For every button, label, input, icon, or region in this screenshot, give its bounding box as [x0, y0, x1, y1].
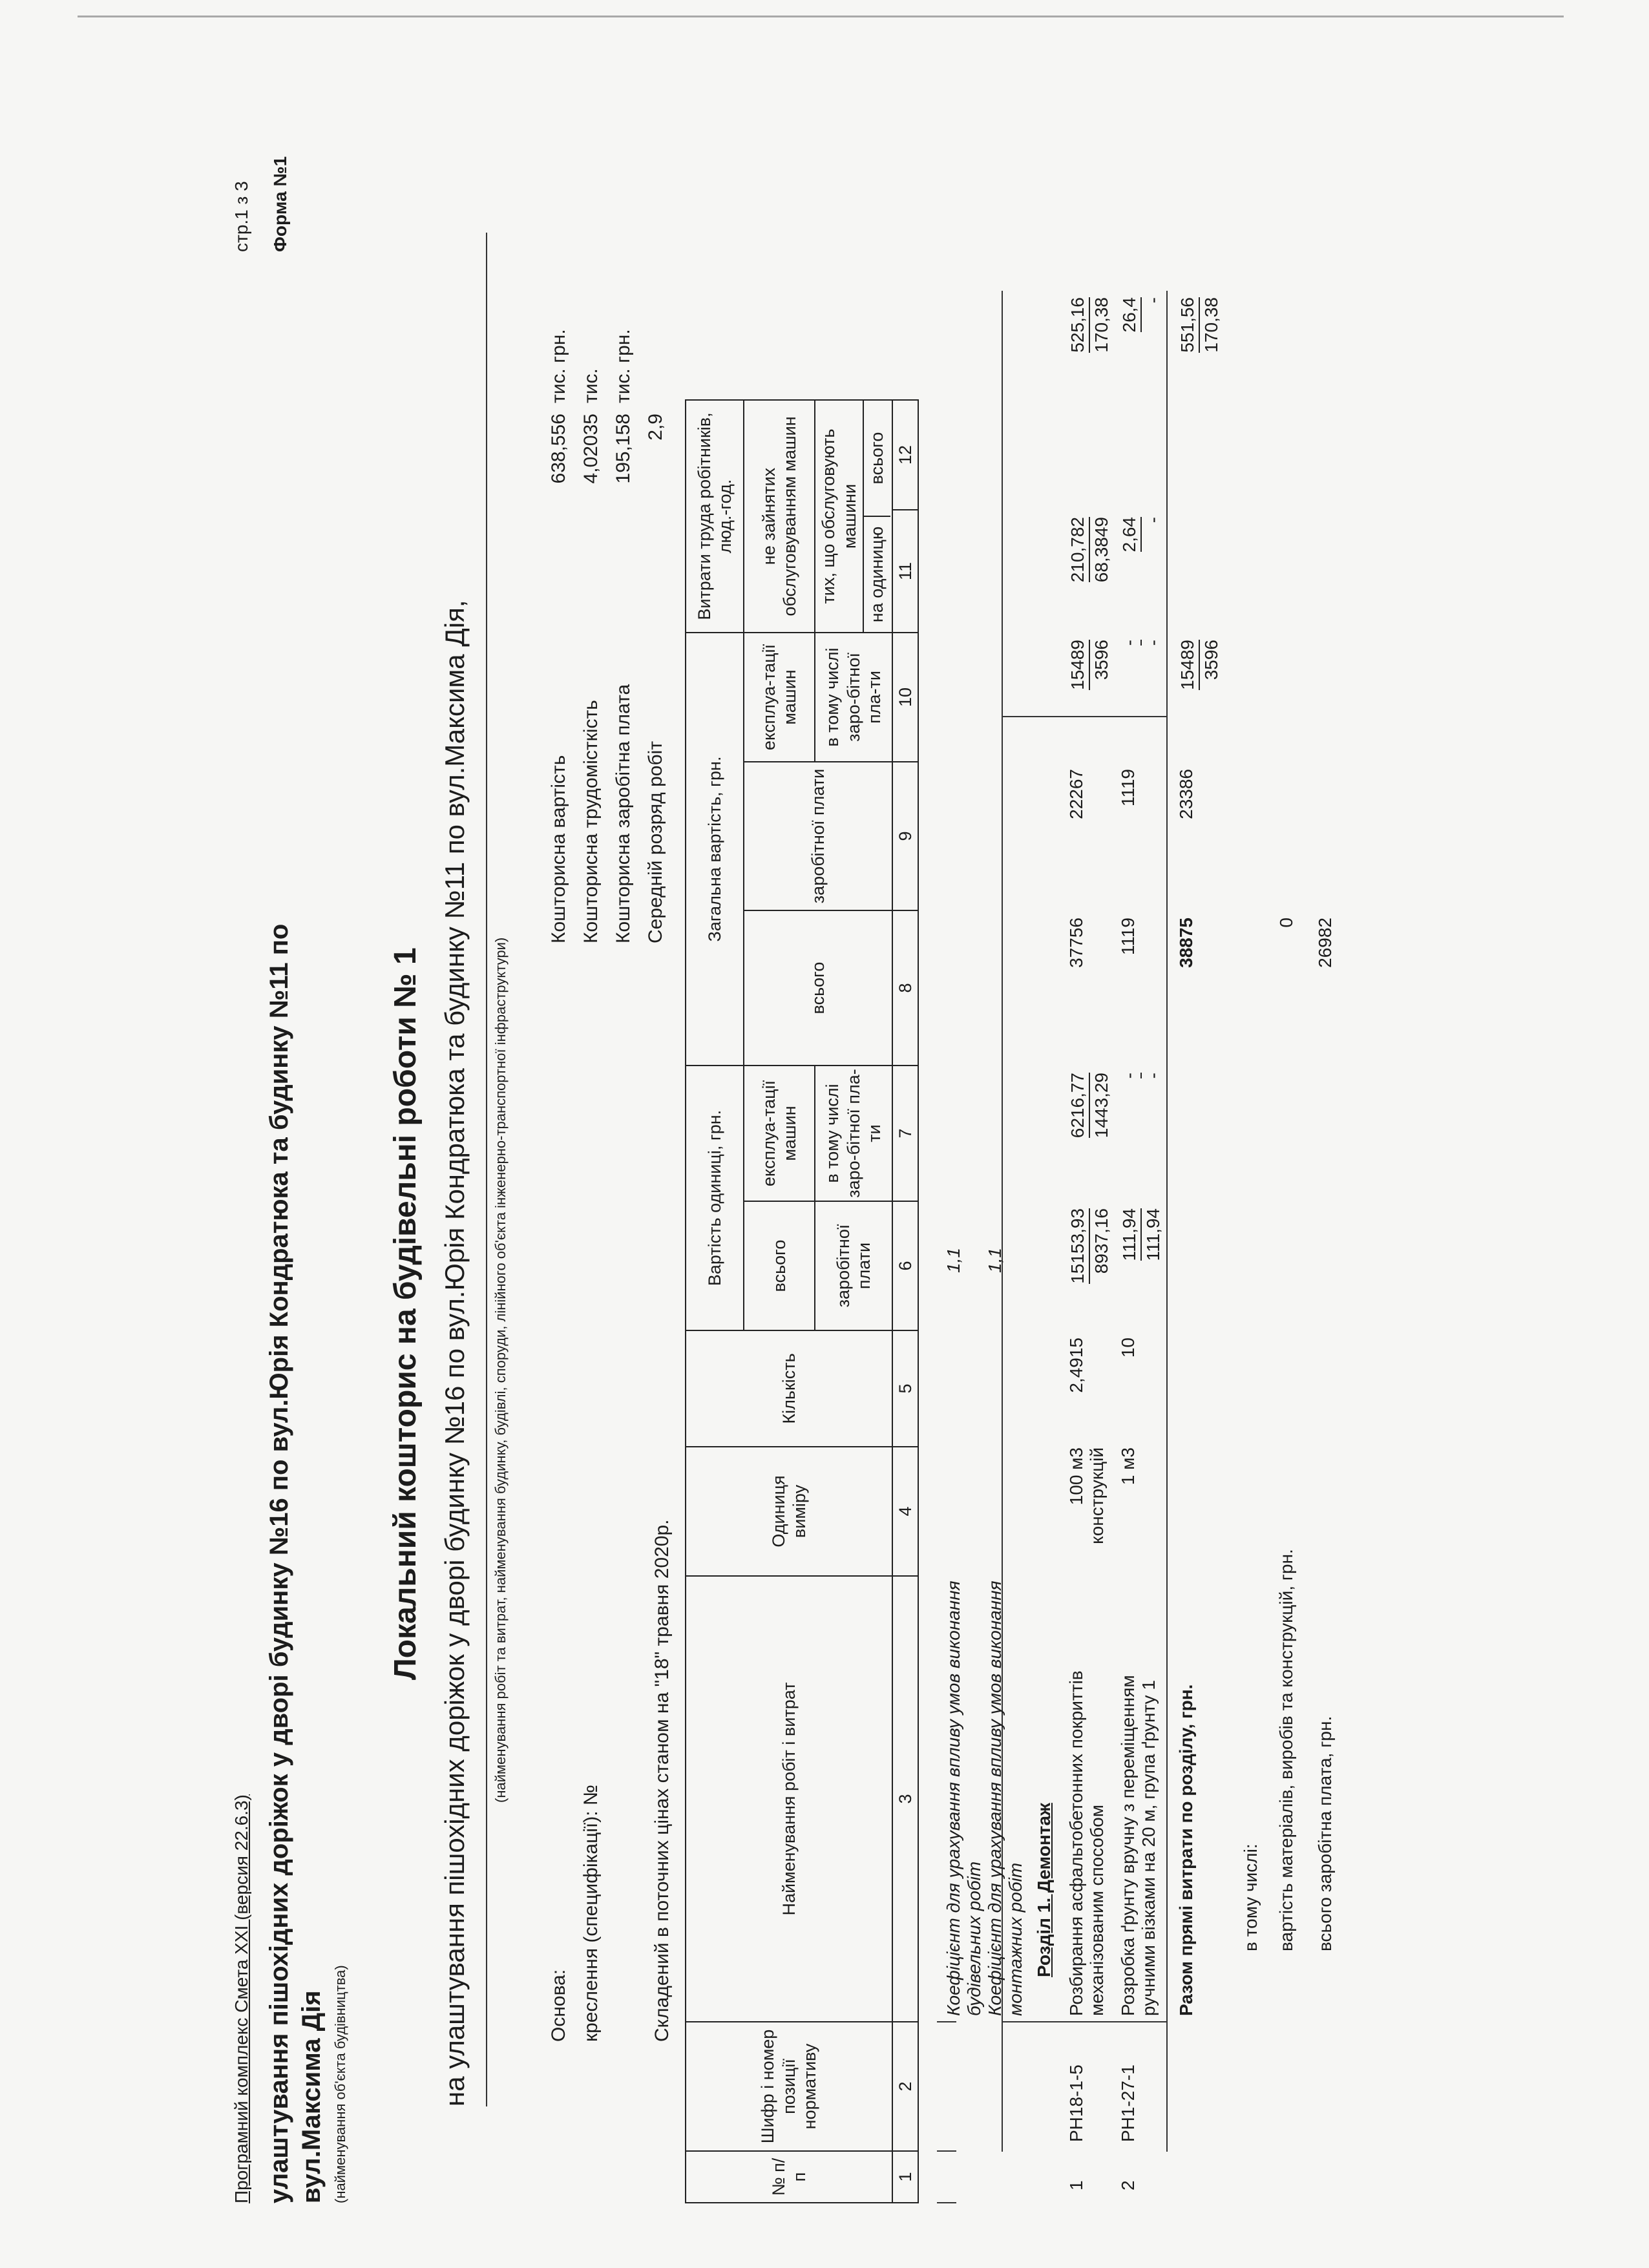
head-total-cost: Загальна вартість, грн.	[686, 633, 744, 1066]
coef-1-text2: будівельних робіт	[964, 1861, 984, 2016]
materials-label: вартість матеріалів, виробів та конструкцій, грн.	[1276, 1549, 1296, 1951]
summary-label-labor: Кошторисна трудомісткість	[580, 700, 602, 943]
row1-unit2: конструкцій	[1087, 1447, 1107, 1544]
row2-qty: 10	[1118, 1338, 1138, 1358]
head-unit-incl-salary: в тому числі заро-бітної пла-ти	[815, 1066, 892, 1201]
head-labor-not-machines: не зайнятих обслуговуванням машин	[744, 400, 815, 633]
estimate-sheet	[26, 90, 1473, 2223]
row1-tc-all: 37756	[1066, 918, 1086, 968]
row2-uc-sal-value: 111,94	[1143, 1208, 1163, 1261]
row1-uc-mach-value: 6216,77	[1066, 1073, 1090, 1138]
row1-labor-total2-value: 170,38	[1091, 297, 1111, 353]
row1-uc-mach	[1066, 1073, 1113, 1202]
row1-uc-sal-value: 8937,16	[1091, 1208, 1111, 1274]
row1-uc-all	[1066, 1208, 1113, 1331]
salary-value: 26982	[1315, 918, 1335, 968]
row1-qty: 2,4915	[1066, 1338, 1086, 1393]
summary-unit-salary: тис. грн.	[613, 329, 634, 403]
body-border-code	[937, 2021, 956, 2022]
page-number: стр.1 з 3	[231, 181, 251, 252]
totals-labor-total2-value: 170,38	[1201, 297, 1221, 353]
head-unit-salary: заробітної плати	[815, 1201, 892, 1330]
totals-tc-mach	[1176, 640, 1223, 762]
totals-tc-mach-value: 15489	[1176, 640, 1200, 690]
head-total-machines: експлуа-тації машин	[744, 633, 815, 762]
row2-uc-all	[1118, 1208, 1164, 1331]
section-title: Розділ 1. Демонтаж	[1034, 1803, 1054, 1977]
software-label: Програмний комплекс Смета XXI (версия 22.6.3)	[231, 1794, 251, 2203]
head-total-all: всього	[744, 910, 892, 1066]
row1-labor-unit-value: 210,782	[1066, 517, 1090, 582]
head-unit-cost: Вартість одиниці, грн.	[686, 1066, 744, 1330]
row2-labor-total	[1118, 297, 1164, 394]
object-name-line2: вул.Максима Дія	[297, 1990, 326, 2203]
coef-1-value: 1,1	[943, 1248, 963, 1273]
summary-value-cost: 638,556	[548, 414, 569, 484]
page-title: Локальний кошторис на будівельні роботи № 1	[388, 947, 423, 1680]
row1-labor-unit2-value: 68,3849	[1091, 517, 1111, 583]
body-totals-line	[1166, 291, 1168, 2152]
row1-labor-total	[1066, 297, 1113, 394]
row2-name1: Розробка ґрунту вручну з переміщенням	[1118, 1675, 1138, 2016]
col-num-3: 3	[892, 1576, 918, 2022]
row1-unit1: 100 м3	[1066, 1447, 1086, 1506]
row2-no: 2	[1118, 2180, 1138, 2190]
row1-tc-mach	[1066, 640, 1113, 762]
head-code: Шифр і номер позиції нормативу	[686, 2022, 892, 2151]
head-unit-machines: експлуа-тації машин	[744, 1066, 815, 1201]
row2-uc-mach	[1118, 1073, 1164, 1202]
coef-2-text2: монтажних робіт	[1005, 1862, 1025, 2016]
row2-uc-all-value: 111,94	[1118, 1208, 1142, 1261]
col-num-8: 8	[892, 910, 918, 1066]
totals-incl: в тому числі:	[1241, 1843, 1261, 1951]
col-num-4: 4	[892, 1447, 918, 1576]
col-num-6: 6	[892, 1201, 918, 1330]
drawings-label: креслення (специфікації): №	[580, 1784, 602, 2042]
totals-labor-total	[1176, 297, 1223, 394]
prices-label: Складений в поточних цінах станом на "18" травня 2020р.	[651, 1519, 673, 2042]
object-caption: (найменування об'єкта будівництва)	[332, 1965, 348, 2203]
row1-labor-unit	[1066, 517, 1113, 633]
col-num-12: 12	[892, 400, 918, 510]
materials-value: 0	[1276, 918, 1296, 928]
coef-2-value: 1,1	[985, 1248, 1005, 1273]
row2-unit1: 1 м3	[1118, 1447, 1138, 1486]
salary-label: всього заробітна плата, грн.	[1315, 1716, 1335, 1951]
head-labor: Витрати труда робітників, люд.-год.	[686, 400, 744, 633]
summary-label-salary: Кошторисна заробітна плата	[613, 684, 634, 943]
col-num-9: 9	[892, 762, 918, 910]
summary-value-salary: 195,158	[613, 414, 634, 484]
body-border-left	[937, 2202, 956, 2203]
row1-tc-sal: 22267	[1066, 769, 1086, 819]
row2-tc-mach	[1118, 640, 1164, 762]
head-labor-serving	[815, 400, 892, 633]
body-border-no	[937, 2150, 956, 2152]
object-name-line1: улаштування пішохідних доріжок у дворі будинку №16 по вул.Юрія Кондратюка та будинку №11 по	[265, 923, 293, 2203]
col-num-7: 7	[892, 1066, 918, 1201]
row1-tc-mach-sal-value: 3596	[1091, 640, 1111, 680]
row2-tc-mach-value: -	[1118, 640, 1142, 646]
row2-code: РН1-27-1	[1118, 2064, 1138, 2142]
row1-uc-all-value: 15153,93	[1066, 1208, 1090, 1284]
summary-value-grade: 2,9	[645, 414, 666, 441]
head-no: № п/п	[686, 2151, 892, 2203]
totals-tc-all: 38875	[1176, 918, 1196, 968]
totals-tc-mach-sal-value: 3596	[1201, 640, 1221, 680]
scan-edge-line	[78, 16, 1564, 17]
basis-label: Основа:	[548, 1969, 569, 2042]
form-number: Форма №1	[270, 156, 290, 252]
row1-name2: механізованим способом	[1087, 1805, 1107, 2016]
coef-2-text1: Коефіцієнт для урахування впливу умов виконання	[985, 1580, 1005, 2016]
summary-value-labor: 4,02035	[580, 414, 602, 484]
row1-name1: Розбирання асфальтобетонних покриттів	[1066, 1670, 1086, 2016]
head-unit-all: всього	[744, 1201, 815, 1330]
head-name: Найменування робіт і витрат	[686, 1576, 892, 2022]
row2-tc-mach-sal-value: -	[1143, 640, 1163, 646]
row2-uc-mach-sal-value: -	[1143, 1073, 1163, 1079]
subtitle: на улаштування пішохідних доріжок у дворі будинку №16 по вул.Юрія Кондратюка та будинку №11 по вул.Максима Дія,	[439, 600, 470, 2106]
row1-no: 1	[1066, 2180, 1086, 2190]
col-num-1: 1	[892, 2151, 918, 2203]
col-num-2: 2	[892, 2022, 918, 2151]
summary-unit-labor: тис.	[580, 368, 602, 403]
row1-tc-mach-value: 15489	[1066, 640, 1090, 690]
coef-1-text1: Коефіцієнт для урахування впливу умов виконання	[943, 1580, 963, 2016]
row2-uc-mach-value: -	[1118, 1073, 1142, 1078]
row1-uc-mach-sal-value: 1443,29	[1091, 1073, 1111, 1139]
totals-labor-total-value: 551,56	[1176, 297, 1200, 353]
row2-labor-total2-value: -	[1143, 297, 1163, 304]
head-total-incl-salary: в тому числі заро-бітної пла-ти	[815, 633, 892, 762]
head-labor-per-unit: на одиницю	[864, 516, 890, 632]
head-qty: Кількість	[686, 1330, 892, 1447]
summary-unit-cost: тис. грн.	[548, 329, 569, 403]
row2-labor-unit2-value: -	[1143, 517, 1163, 523]
row1-code: РН18-1-5	[1066, 2064, 1086, 2142]
summary-label-grade: Середній розряд робіт	[645, 740, 666, 943]
summary-label-cost: Кошторисна вартість	[548, 755, 569, 943]
row2-tc-sal: 1119	[1118, 769, 1138, 807]
totals-label: Разом прямі витрати по розділу, грн.	[1176, 1684, 1196, 2016]
row2-labor-unit-value: 2,64	[1118, 517, 1142, 552]
row1-labor-total-value: 525,16	[1066, 297, 1090, 353]
body-col-code	[1002, 2021, 1166, 2022]
head-unit: Одиниця виміру	[686, 1447, 892, 1576]
row2-labor-total-value: 26,4	[1118, 297, 1142, 333]
col-num-10: 10	[892, 633, 918, 762]
row2-tc-all: 1119	[1118, 918, 1138, 956]
head-labor-serving-label: тих, що обслуговують машини	[819, 428, 859, 604]
row2-name2: ручними візками на 20 м, група ґрунту 1	[1139, 1680, 1159, 2016]
head-labor-total: всього	[867, 432, 887, 485]
col-num-5: 5	[892, 1330, 918, 1447]
subtitle-caption: (найменування робіт та витрат, найменування будинку, будівлі, споруди, лінійного об'єкта інженерно-транспортної інфраструктури)	[492, 937, 509, 1803]
row2-labor-unit	[1118, 517, 1164, 633]
head-total-salary: заробітної плати	[744, 762, 892, 910]
estimate-table-header	[685, 399, 919, 2203]
totals-tc-sal: 23386	[1176, 769, 1196, 819]
col-num-11: 11	[892, 510, 918, 633]
subtitle-underline	[486, 233, 487, 2106]
